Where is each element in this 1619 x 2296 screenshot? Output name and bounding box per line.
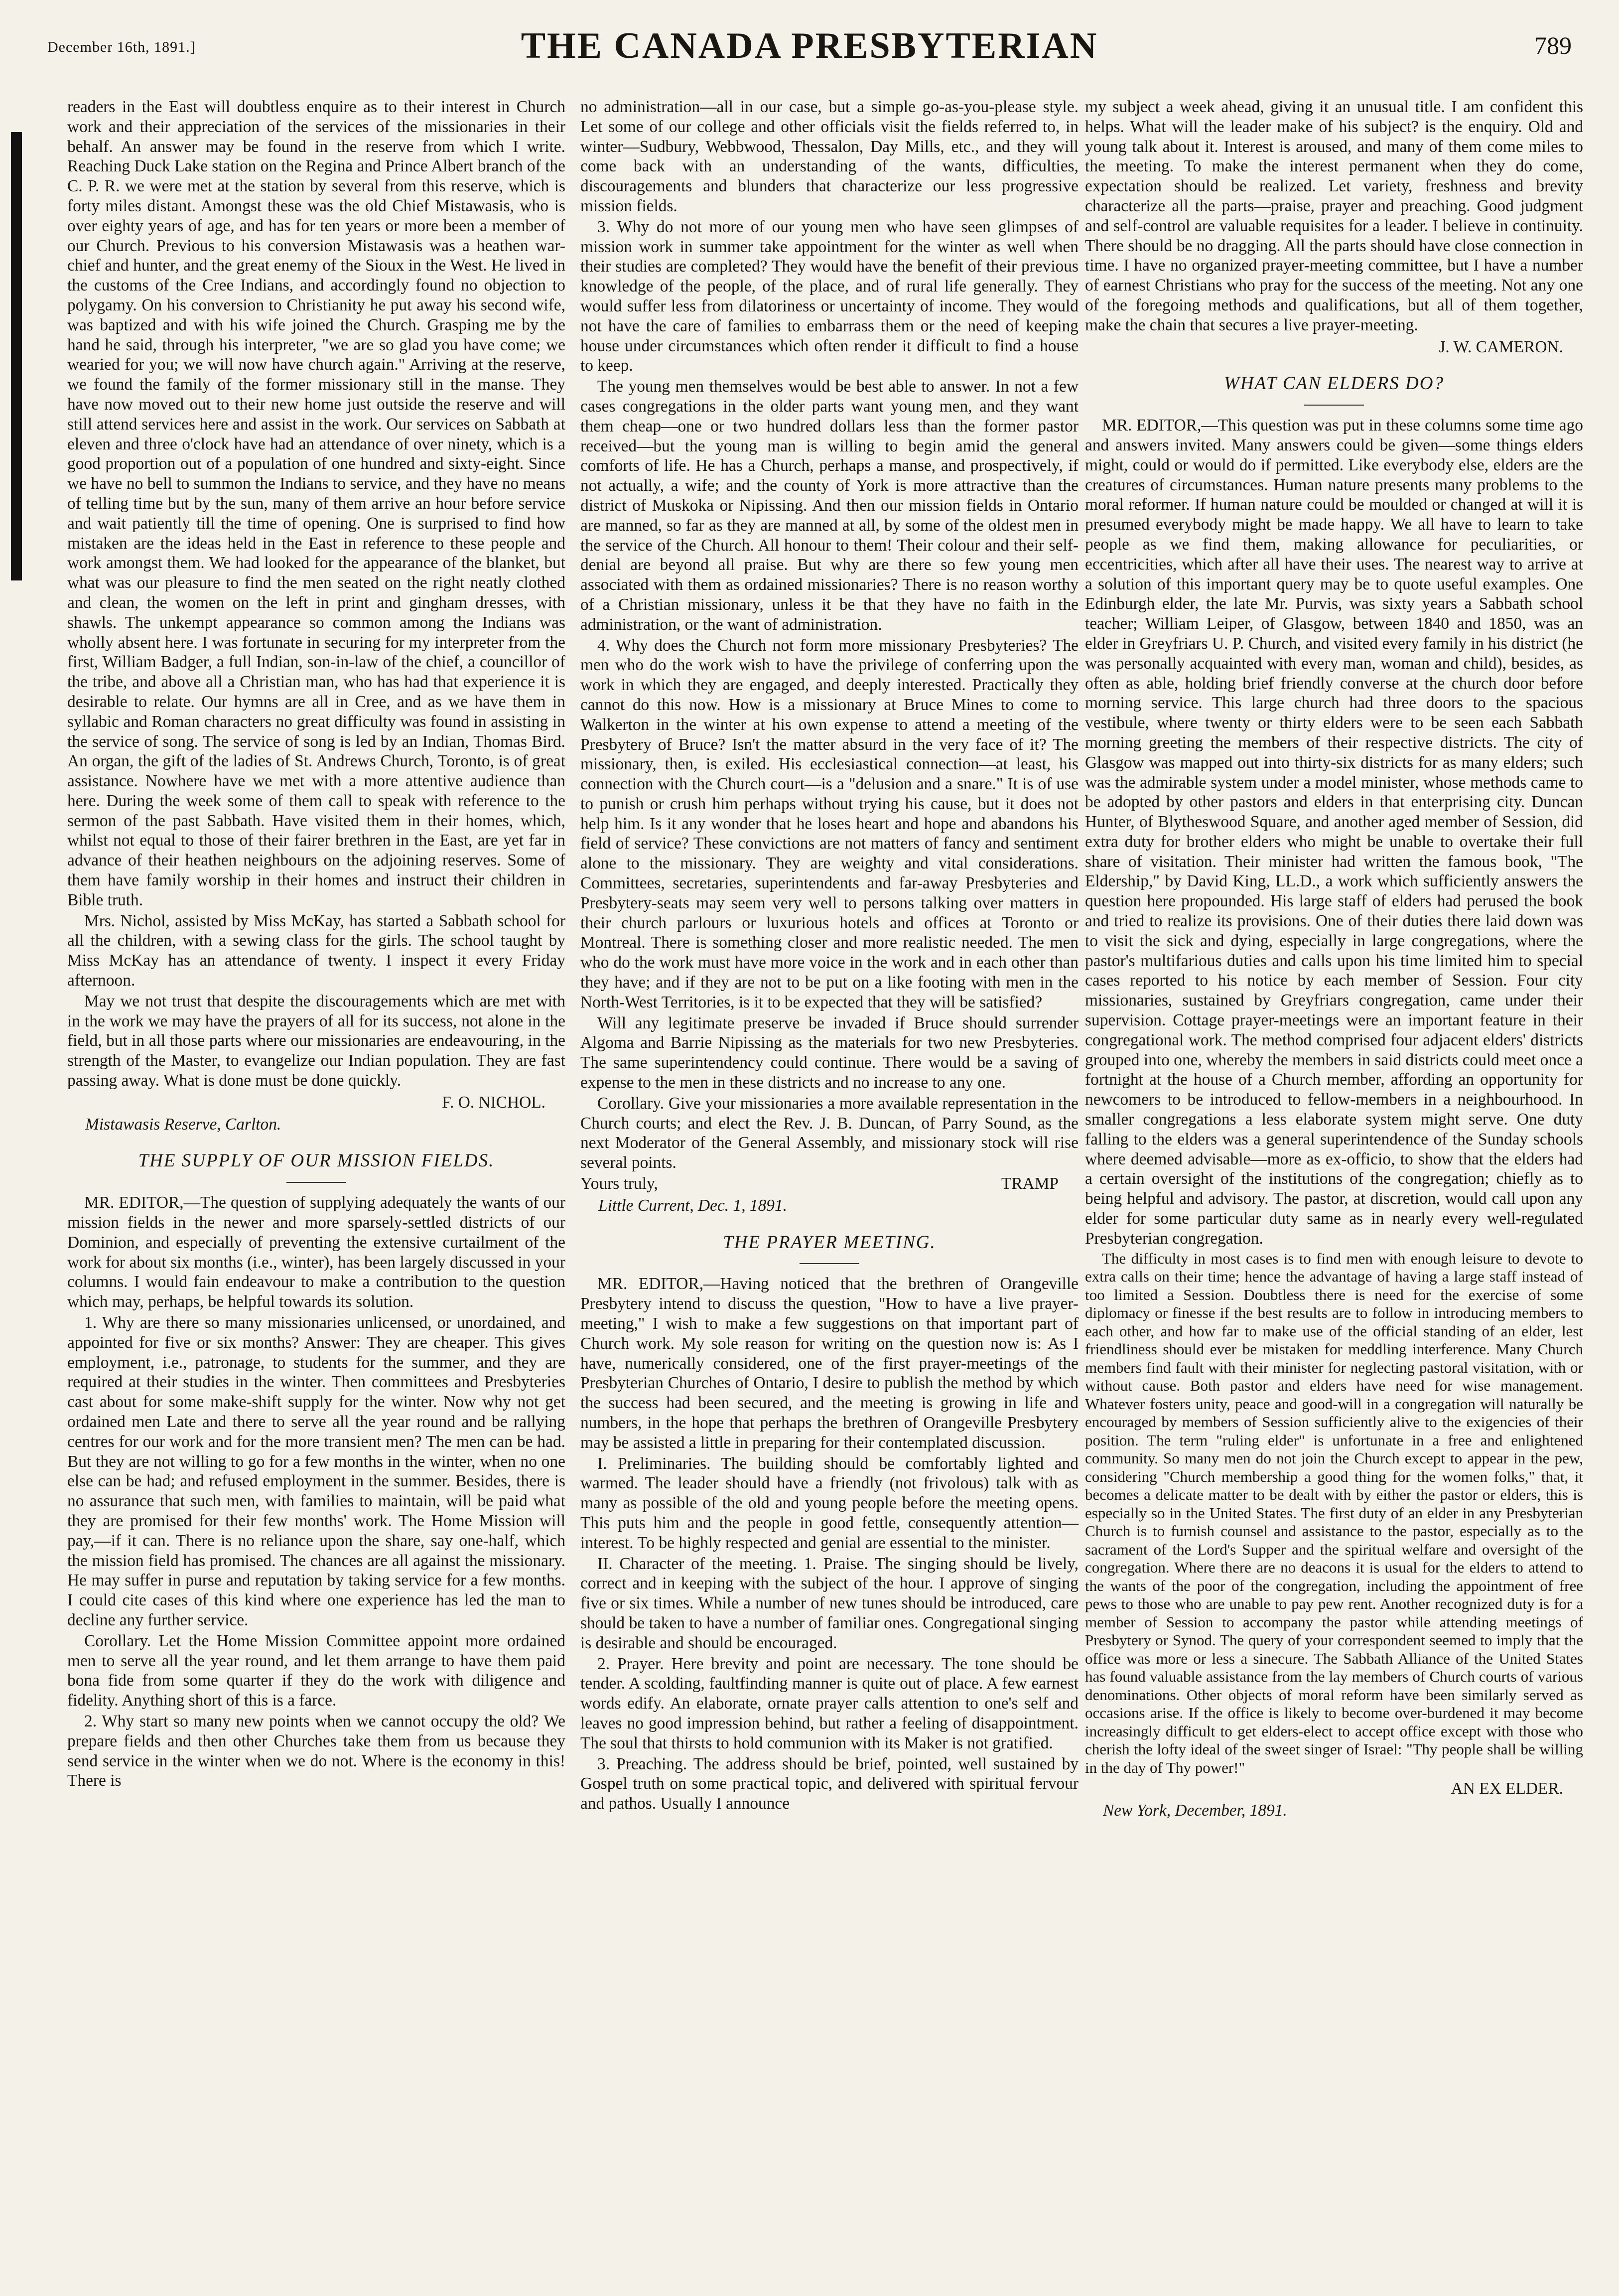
- margin-bar: [11, 132, 22, 580]
- article-paragraph: MR. EDITOR,—This question was put in these columns some time ago and answers invited. Many answers could be given—some things elders might, could or would do if permitted. Like everybody else, elders are the creatures of circumstances. Human nature presents many problems to the moral reformer. If human nature could be moulded or changed at will it is presumed everybody might be made happy. We all have to learn to take people as we find them, making allowance for peculiarities, or eccentricities, which after all have their uses. The nearest way to arrive at a solution of this important query may be to quote useful examples. One Edinburgh elder, the late Mr. Purvis, was sixty years a Sabbath school teacher; William Leiper, of Glasgow, between 1840 and 1850, was an elder in Greyfriars U. P. Church, and visited every family in his district (he was personally acquainted with every man, woman and child), besides, as often as able, holding brief friendly converse at the church door before morning service. This large church had three doors to the spacious vestibule, where twenty or thirty elders were to be seen each Sabbath morning greeting the members of their respective districts. The city of Glasgow was mapped out into thirty-six districts for as many elders; such was the admirable system under a model minister, whose methods came to be adopted by other pastors and elders in that enterprising city. Duncan Hunter, of Blytheswood Square, and another aged member of Session, did extra duty for brother elders who might be unable to overtake their full share of visitation. Their minister had written the famous book, "The Eldership," by David King, LL.D., a work which sufficiently answers the question here propounded. His large staff of elders had perused the book and tried to realize its provisions. One of their duties there laid down was to visit the sick and dying, especially in large congregations, where the pastor's multifarious duties and calls upon his time limited him to special cases reported to his notice by each member of Session. Four city missionaries, sustained by Greyfriars congregation, came under their supervision. Cottage prayer-meetings were an important feature in their congregational work. The method comprised four adjacent elders' districts grouped into one, whereby the members in said districts could meet once a fortnight at the house of a Church member, affording an opportunity for newcomers to be introduced to fellow-members in a neighbourhood. In smaller congregations a less elaborate system might serve. One duty falling to the elders was a general superintendence of the Sunday schools where deemed advisable—more as ex-officio, to show that the elders had a certain oversight of the institutions of the congregation; chiefly as to being helpful and advisory. The pastor, at discretion, would call upon any elder for some particular duty same as in nearly every well-regulated Presbyterian congregation.: [1085, 416, 1583, 1248]
- article-heading: WHAT CAN ELDERS DO?: [1224, 373, 1444, 394]
- divider: [800, 1263, 859, 1264]
- article-paragraph: Will any legitimate preserve be invaded if Bruce should surrender Algoma and Barrie Nipissing as the materials for two new Presbyteries. The same superintendency could continue. There would be a saving of expense to the men in these districts and no increase to any one.: [580, 1013, 1079, 1092]
- column-2: [580, 97, 1079, 1815]
- article-paragraph: 3. Why do not more of our young men who have seen glimpses of mission work in summer take appointment for the winter as well when their studies are completed? They would have the benefit of their previous knowledge of the people, of the place, and of rural life generally. They would suffer less from dilatoriness or uncertainty of income. They would not have the care of families to embarrass them or the need of keeping house under circumstances which often render it difficult to find a house to keep.: [580, 217, 1079, 375]
- closing-row: [580, 1174, 1079, 1194]
- article-paragraph: no administration—all in our case, but a simple go-as-you-please style. Let some of our college and other officials visit the fields referred to, in winter—Sudbury, Webbwood, Thessalon, Day Mills, etc., and they will come back with an understanding of the wants, difficulties, discouragements and blunders that characterize our less progressive mission fields.: [580, 98, 1079, 215]
- article-paragraph: Mrs. Nichol, assisted by Miss McKay, has started a Sabbath school for all the children, with a sewing class for the girls. The school taught by Miss McKay has an attendance of twenty. I inspect it every Friday afternoon.: [67, 911, 565, 990]
- signature: AN EX ELDER.: [1451, 1779, 1563, 1798]
- issue-date: December 16th, 1891.]: [47, 39, 196, 55]
- article-paragraph: The difficulty in most cases is to find men with enough leisure to devote to extra calls on their time; hence the advantage of having a large staff instead of too limited a Session. Doubtless there is need for the exercise of some diplomacy or finesse if the best results are to follow in introducing members to each other, and how far to make use of the official standing of an elder, lest friendliness should ever be mistaken for meddling interference. Many Church members find fault with their minister for neglecting pastoral visitation, with or without cause. Both pastor and elders have need for wise management. Whatever fosters unity, peace and good-will in a congregation will naturally be encouraged by members of Session sufficiently alive to the exigencies of their position. The term "ruling elder" is unfortunate in a free and enlightened community. So many men do not join the Church except to appear in the pew, considering "Church membership a good thing for the women folks," that, it becomes a delicate matter to be dealt with by either the pastor or elders, this is especially so in the United States. The first duty of an elder in any Presbyterian Church is to furnish counsel and assistance to the pastor, especially as to the sacrament of the Lord's Supper and the spiritual welfare and oversight of the congregation. Where there are no deacons it is usual for the elders to attend to the wants of the poor of the congregation, including the appointment of free pews to those who are unable to pay pew rent. Another recognized duty is for a member of Session to accompany the pastor while attending meetings of Presbytery or Synod. The query of your correspondent seemed to imply that the office was more or less a sinecure. The Sabbath Alliance of the United States has found valuable assistance from the lay members of Church courts of various denominations. Other objects of moral reform have been similarly served as occasions arise. If the office is likely to become over-burdened it may become increasingly difficult to get elders-elect to accept office except with those who cherish the lofty ideal of the sweet singer of Israel: "Thy people shall be willing in the day of Thy power!": [1085, 1249, 1583, 1776]
- article-paragraph: 4. Why does the Church not form more missionary Presbyteries? The men who do the work wish to have the privilege of conferring upon the work in which they are engaged, and deeply interested. Practically they cannot do this now. How is a missionary at Bruce Mines to come to Walkerton in the winter at his own expense to attend a meeting of the Presbytery of Bruce? Isn't the matter absurd in the very face of it? The missionary, then, is exiled. His ecclesiastical connection—at least, his connection with the Church court—is a "delusion and a snare." It is of use to punish or crush him perhaps without trying his cause, but it does not help him. Is it any wonder that he loses heart and hope and abandons his field of service? These convictions are not matters of fancy and sentiment alone to the missionary. They are weighty and vital considerations. Committees, secretaries, superintendents and far-away Presbyteries and Presbytery-seats may seem very well to persons talking over matters in their church parlours or luxurious hotels and offices at Toronto or Montreal. There is something closer and more realistic needed. The men who do the work must have more voice in the work and in each other than they have; and if they are not to be put on a like footing with men in the North-West Territories, is it to be expected that they will be satisfied?: [580, 636, 1079, 1011]
- divider: [286, 1182, 346, 1183]
- masthead-title: THE CANADA PRESBYTERIAN: [521, 25, 1098, 66]
- dateline: New York, December, 1891.: [1103, 1801, 1287, 1820]
- article-heading: THE PRAYER MEETING.: [723, 1232, 936, 1253]
- article-paragraph: I. Preliminaries. The building should be comfortably lighted and warmed. The leader should have a friendly (not frivolous) talk with as many as possible of the old and young people before the meeting opens. This puts him and the people in good fettle, consequently attention—interest. To be highly respected and genial are essential to the minister.: [580, 1454, 1079, 1552]
- column-1: [67, 97, 565, 1792]
- signature: J. W. CAMERON.: [1439, 337, 1563, 356]
- divider: [1304, 405, 1364, 406]
- article-heading: THE SUPPLY OF OUR MISSION FIELDS.: [138, 1150, 495, 1171]
- article-paragraph: 3. Preaching. The address should be brief, pointed, well sustained by Gospel truth on some practical topic, and delivered with spiritual fervour and pathos. Usually I announce: [580, 1754, 1079, 1813]
- article-paragraph: May we not trust that despite the discouragements which are met with in the work we may have the prayers of all for its success, not alone in the field, but in all those parts where our missionaries are endeavouring, in the strength of the Master, to evangelize our Indian population. They are fast passing away. What is done must be done quickly.: [67, 992, 565, 1090]
- article-paragraph: 2. Prayer. Here brevity and point are necessary. The tone should be tender. A scolding, faultfinding manner is quite out of place. A few earnest words edify. An elaborate, ornate prayer calls attention to one's self and leaves no good impression behind, but rather a feeling of disappointment. The soul that thirsts to hold communion with its Maker is not gratified.: [580, 1654, 1079, 1752]
- article-paragraph: MR. EDITOR,—Having noticed that the brethren of Orangeville Presbytery intend to discuss the question, "How to have a live prayer-meeting," I wish to make a few suggestions on that important part of Church work. My sole reason for writing on the question now is: As I have, numerically considered, one of the first prayer-meetings of the Presbyterian Churches of Ontario, I desire to publish the method by which the success had been secured, and the meeting is growing in life and numbers, in the hope that perhaps the brethren of Orangeville Presbytery may be assisted a little in preparing for their contemplated discussion.: [580, 1275, 1079, 1452]
- article-paragraph: II. Character of the meeting. 1. Praise. The singing should be lively, correct and in keeping with the subject of the hour. I approve of singing five or six times. While a number of new tunes should be introduced, care should be taken to have a number of familiar ones. Congregational singing is desirable and should be encouraged.: [580, 1554, 1079, 1652]
- page-number: 789: [1534, 31, 1572, 59]
- signature: TRAMP: [1001, 1174, 1059, 1193]
- dateline: Little Current, Dec. 1, 1891.: [598, 1196, 788, 1215]
- column-3: [1085, 97, 1583, 1835]
- article-paragraph: Corollary. Give your missionaries a more available representation in the Church courts; and elect the Rev. J. B. Duncan, of Parry Sound, as the next Moderator of the General Assembly, and missionary stock will rise several points.: [580, 1094, 1079, 1172]
- article-paragraph: 1. Why are there so many missionaries unlicensed, or unordained, and appointed for five or six months? Answer: They are cheaper. This gives employment, i.e., patronage, to students for the summer, and they are required at their studies in the winter. Then committees and Presbyteries cast about for some make-shift supply for the winter. Now why not get ordained men Late and there to serve all the year round and be rallying centres for our work and for the more transient men? The men can be had. But they are not willing to go for a few months in the winter, when no one else can be had; and refused employment in the summer. Besides, there is no assurance that such men, with families to maintain, will be paid what they are promised for their few months' work. The Home Mission will pay,—if it can. There is no reliance upon the share, say one-half, which the mission field has promised. The chances are all against the missionary. He may suffer in purse and reputation by taking service for a few months. I could cite cases of this kind where one experience has led the man to decline any further service.: [67, 1313, 565, 1629]
- article-paragraph: The young men themselves would be best able to answer. In not a few cases congregations in the older parts want young men, and they want them cheap—one or two hundred dollars less than the former pastor received—but the young man is willing to begin amid the general comforts of life. He has a Church, perhaps a manse, and prospectively, if not actually, a wife; and the county of York is more attractive than the district of Muskoka or Nipissing. And then our mission fields in Ontario are manned, so far as they are manned at all, by some of the oldest men in the service of the Church. All honour to them! Their colour and their self-denial are beyond all praise. But why are there so few young men associated with them as ordained missionaries? There is no reason worthy of a Christian missionary, unless it be that they have no faith in the administration, or the want of administration.: [580, 377, 1079, 634]
- dateline: Mistawasis Reserve, Carlton.: [85, 1115, 281, 1134]
- article-paragraph: my subject a week ahead, giving it an unusual title. I am confident this helps. What will the leader make of his subject? is the enquiry. Old and young talk about it. Interest is aroused, and many of them come miles to the meeting. To make the interest permanent when they do come, expectation should be realized. Let variety, freshness and brevity characterize all the parts—praise, prayer and preaching. Good judgment and self-control are valuable requisites for a leader. I believe in continuity. There should be no dragging. All the parts should have close connection in time. I have no organized prayer-meeting committee, but I have a number of earnest Christians who pray for the success of the meeting. Not any one of the foregoing methods and qualifications, but all of them together, make the chain that secures a live prayer-meeting.: [1085, 98, 1583, 334]
- signature: F. O. NICHOL.: [442, 1093, 545, 1112]
- article-paragraph: MR. EDITOR,—The question of supplying adequately the wants of our mission fields in the newer and more sparsely-settled districts of our Dominion, and especially of preventing the extensive curtailment of the work for about six months (i.e., winter), has been largely discussed in your columns. I would fain endeavour to make a contribution to the question which may, perhaps, be helpful towards its solution.: [67, 1193, 565, 1311]
- closing: Yours truly,: [580, 1174, 658, 1193]
- article-paragraph: 2. Why start so many new points when we cannot occupy the old? We prepare fields and then other Churches take them from us because they send service in the winter when we do not. Where is the economy in this! There is: [67, 1712, 565, 1790]
- article-paragraph: readers in the East will doubtless enquire as to their interest in Church work and their appreciation of the services of the missionaries in their behalf. An answer may be found in the reserve from which I write. Reaching Duck Lake station on the Regina and Prince Albert branch of the C. P. R. we were met at the station by several from this reserve, which is forty miles distant. Amongst these was the old Chief Mistawasis, who is over eighty years of age, and has for ten years or more been a member of our Church. Previous to his conversion Mistawasis was a heathen war-chief and hunter, and the great enemy of the Sioux in the West. He lived in the customs of the Cree Indians, and accordingly found no objection to polygamy. On his conversion to Christianity he put away his second wife, was baptized and with his wife joined the Church. Grasping me by the hand he said, through his interpreter, "we are so glad you have come; we wearied for you; we will now have church again." Arriving at the reserve, we found the family of the former missionary still in the manse. They have now moved out to their new home just outside the reserve and will still attend services here and assist in the work. Our services on Sabbath at eleven and three o'clock have had an attendance of over ninety, which is a good proportion out of a population of one hundred and sixty-eight. Since we have no bell to summon the Indians to service, and they have no means of telling time but by the sun, many of them arrive an hour before service and wait patiently till the time of opening. One is surprised to find how mistaken are the ideas held in the East in reference to these people and work amongst them. We had looked for the appearance of the blanket, but what was our pleasure to find the men seated on the right neatly clothed and clean, the women on the left in print and gingham dresses, with shawls. The unkempt appearance so common among the Indians was wholly absent here. I was fortunate in securing for my interpreter from the first, William Badger, a full Indian, son-in-law of the chief, a councillor of the tribe, and above all a Christian man, who has had that experience it is desirable to relate. Our hymns are all in Cree, and as we have them in syllabic and Roman characters no great difficulty was found in assisting in the service of song. The service of song is led by an Indian, Thomas Bird. An organ, the gift of the ladies of St. Andrews Church, Toronto, is of great assistance. Nowhere have we met with a more attentive audience than here. During the week some of them call to speak with reference to the sermon of the past Sabbath. Have visited them in their homes, which, whilst not equal to those of their fairer brethren in the East, are yet far in advance of their heathen neighbours on the adjoining reserves. Some of them have family worship in their homes and instruct their children in Bible truth.: [67, 98, 565, 909]
- article-paragraph: Corollary. Let the Home Mission Committee appoint more ordained men to serve all the year round, and let them arrange to have them paid bona fide from some quarter if they do the work with diligence and fidelity. Anything short of this is a farce.: [67, 1631, 565, 1710]
